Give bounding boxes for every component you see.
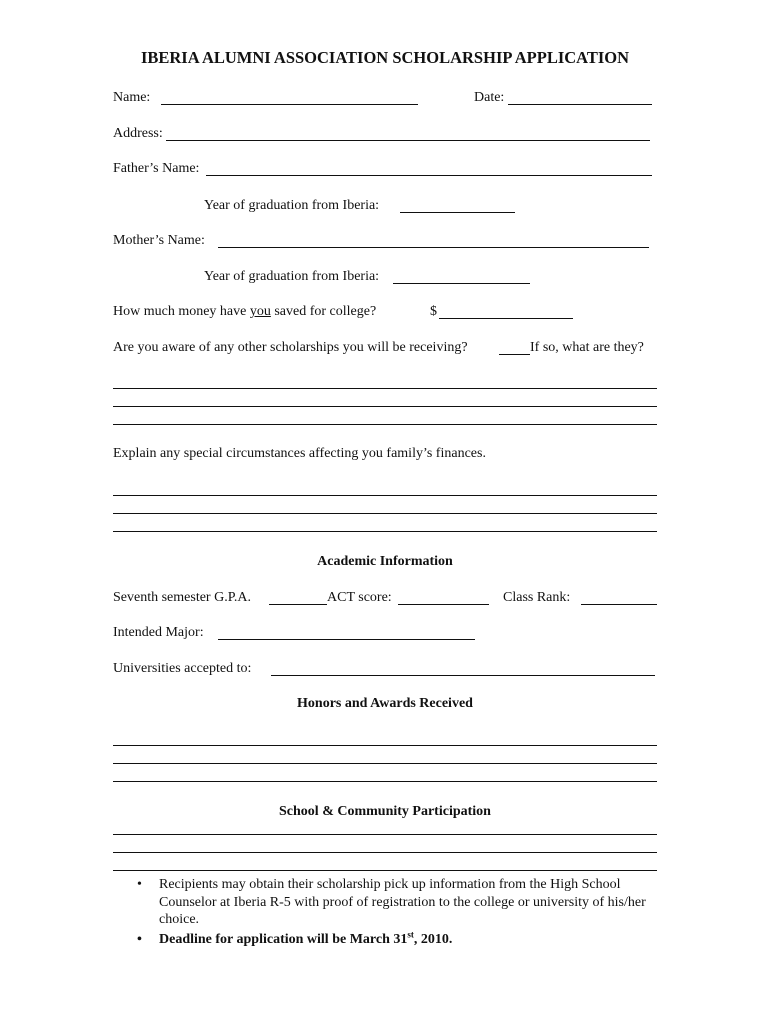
rank-label: Class Rank: bbox=[503, 590, 571, 605]
mother-name-field[interactable] bbox=[218, 247, 649, 248]
honors-answer-line[interactable] bbox=[113, 781, 657, 782]
deadline-text: Deadline for application will be March 31 bbox=[159, 931, 408, 947]
scholarships-followup: If so, what are they? bbox=[530, 340, 644, 355]
participation-heading: School & Community Participation bbox=[279, 804, 491, 819]
name-field[interactable] bbox=[161, 104, 418, 105]
major-field[interactable] bbox=[218, 639, 475, 640]
dollar-sign: $ bbox=[430, 304, 437, 319]
mother-grad-label: Year of graduation from Iberia: bbox=[204, 269, 380, 284]
honors-heading: Honors and Awards Received bbox=[297, 696, 473, 711]
scholarships-question: Are you aware of any other scholarships you will be receiving? bbox=[113, 340, 468, 355]
rank-field[interactable] bbox=[581, 604, 657, 605]
honors-answer-line[interactable] bbox=[113, 763, 657, 764]
scholarships-answer-line[interactable] bbox=[113, 424, 657, 425]
gpa-label: Seventh semester G.P.A. bbox=[113, 590, 252, 605]
father-name-field[interactable] bbox=[206, 175, 652, 176]
scholarships-yes-no-field[interactable] bbox=[499, 354, 530, 355]
money-question bbox=[113, 304, 376, 320]
deadline-year: , 2010. bbox=[413, 931, 453, 947]
universities-field[interactable] bbox=[271, 675, 655, 676]
money-field[interactable] bbox=[439, 318, 573, 319]
deadline-note bbox=[134, 928, 664, 949]
circumstances-question: Explain any special circumstances affecting you family’s finances. bbox=[113, 446, 486, 461]
father-grad-field[interactable] bbox=[400, 212, 515, 213]
notes-list bbox=[134, 876, 664, 948]
father-name-label: Father’s Name: bbox=[113, 161, 200, 176]
money-question-post: saved for college? bbox=[270, 304, 377, 319]
act-field[interactable] bbox=[398, 604, 489, 605]
participation-answer-line[interactable] bbox=[113, 870, 657, 871]
mother-grad-field[interactable] bbox=[393, 283, 530, 284]
father-grad-label: Year of graduation from Iberia: bbox=[204, 198, 380, 213]
deadline-ordinal: st bbox=[407, 928, 414, 939]
participation-answer-line[interactable] bbox=[113, 834, 657, 835]
mother-name-label: Mother’s Name: bbox=[113, 233, 205, 248]
participation-answer-line[interactable] bbox=[113, 852, 657, 853]
circumstances-answer-line[interactable] bbox=[113, 513, 657, 514]
major-label: Intended Major: bbox=[113, 625, 204, 640]
act-label: ACT score: bbox=[327, 590, 392, 605]
address-label: Address: bbox=[113, 126, 163, 141]
money-question-pre: How much money have bbox=[113, 304, 250, 319]
bullet-icon: • bbox=[137, 877, 142, 892]
scholarships-answer-line[interactable] bbox=[113, 406, 657, 407]
date-label: Date: bbox=[474, 90, 505, 105]
recipients-note-text: Recipients may obtain their scholarship pick up information from the High School Counselor at Iberia R-5 with proof of registration to the college or university of his/her choice. bbox=[159, 877, 646, 927]
money-question-emphasis: you bbox=[249, 304, 271, 319]
name-label: Name: bbox=[113, 90, 151, 105]
academic-heading: Academic Information bbox=[317, 554, 453, 569]
circumstances-answer-line[interactable] bbox=[113, 495, 657, 496]
bullet-icon: • bbox=[137, 931, 142, 947]
honors-answer-line[interactable] bbox=[113, 745, 657, 746]
date-field[interactable] bbox=[508, 104, 652, 105]
page-title: IBERIA ALUMNI ASSOCIATION SCHOLARSHIP APPLICATION bbox=[140, 48, 630, 67]
recipients-note bbox=[134, 876, 664, 929]
universities-label: Universities accepted to: bbox=[113, 661, 252, 676]
address-field[interactable] bbox=[166, 140, 650, 141]
circumstances-answer-line[interactable] bbox=[113, 531, 657, 532]
scholarships-answer-line[interactable] bbox=[113, 388, 657, 389]
gpa-field[interactable] bbox=[269, 604, 327, 605]
